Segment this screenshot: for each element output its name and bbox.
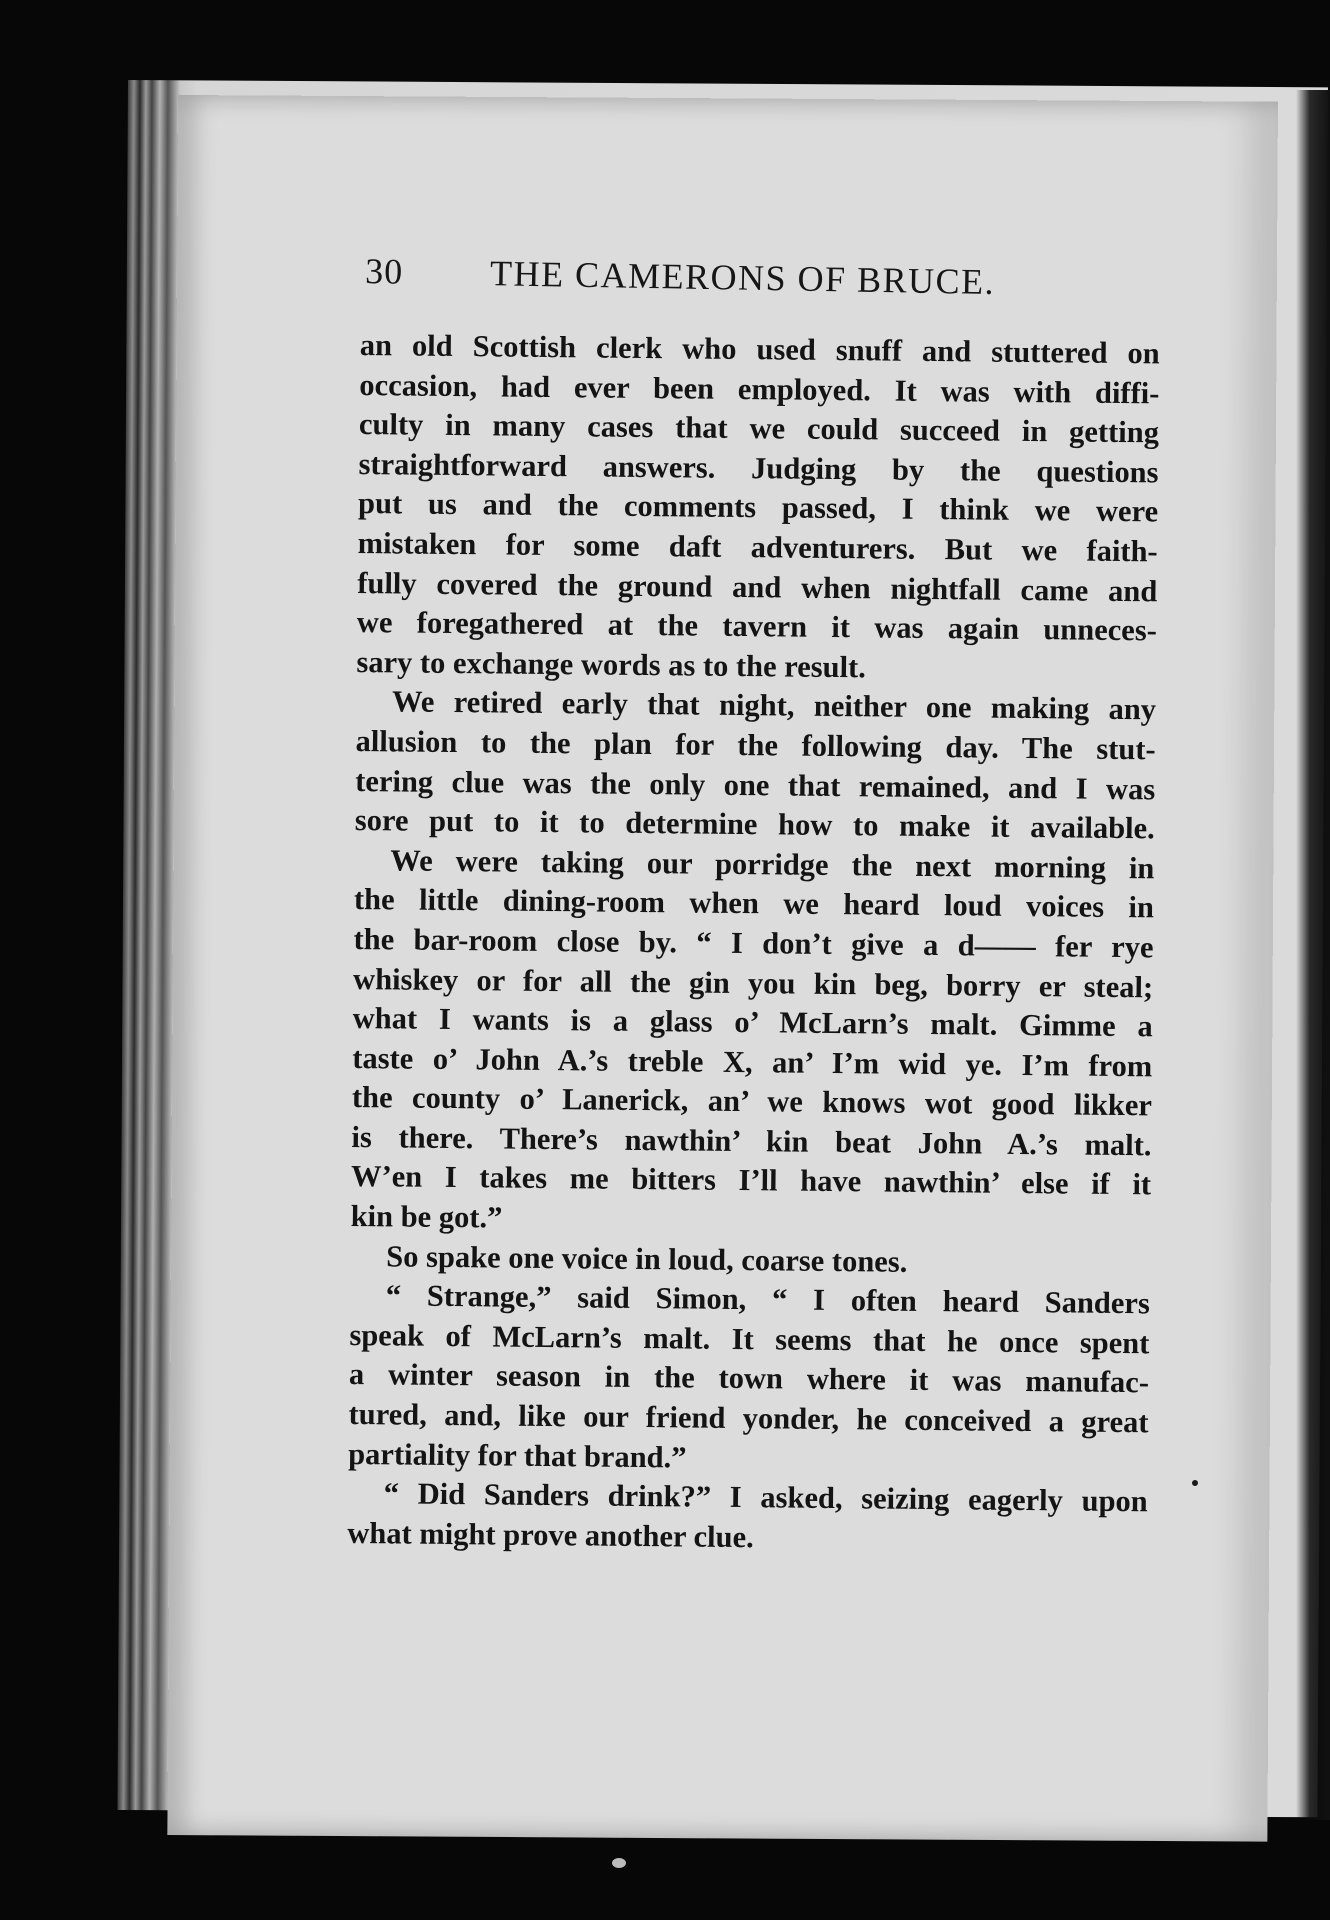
- text-line: we foregathered at the tavern it was again unneces-: [356, 605, 1158, 648]
- text-line: the little dining-room when we heard loud voices in: [353, 882, 1155, 925]
- text-line: straightforward answers. Judging by the questions: [358, 446, 1159, 490]
- text-line: sary to exchange words as to the result.: [356, 644, 867, 685]
- scan-speck: [612, 1858, 626, 1868]
- text-line: So spake one voice in loud, coarse tones.: [386, 1238, 908, 1279]
- text-line: what might prove another clue.: [347, 1515, 754, 1555]
- text-line: W’en I takes me bitters I’ll have nawthin’ else if it: [350, 1159, 1152, 1202]
- text-line: kin be got.”: [350, 1199, 503, 1235]
- text-line: mistaken for some daft adventurers. But we faith-: [357, 525, 1158, 569]
- text-line: partiality for that brand.”: [348, 1436, 687, 1475]
- text-line: taste o’ John A.’s treble X, an’ I’m wid ye. I’m from: [352, 1040, 1153, 1084]
- text-line: the county o’ Lanerick, an’ we knows wot good likker: [351, 1080, 1153, 1123]
- text-line: “ Did Sanders drink?” I asked, seizing eagerly upon: [383, 1476, 1148, 1519]
- scan-speck: [1192, 1480, 1198, 1486]
- text-line: tured, and, like our friend yonder, he conceived a great: [348, 1396, 1149, 1440]
- text-line: what I wants is a glass o’ McLarn’s malt. Gimme a: [352, 1001, 1153, 1044]
- binding-shadow: [1296, 90, 1330, 1820]
- text-line: allusion to the plan for the following day. The stut-: [355, 723, 1156, 767]
- text-line: We retired early that night, neither one making any: [391, 684, 1157, 727]
- text-line: speak of McLarn’s malt. It seems that he once spent: [349, 1317, 1150, 1361]
- text-line: “ Strange,” said Simon, “ I often heard Sanders: [385, 1278, 1150, 1321]
- text-line: the bar-room close by. “ I don’t give a d—— fer rye: [353, 921, 1154, 965]
- page-header: [364, 250, 1065, 322]
- text-line: occasion, had ever been employed. It was with diffi-: [359, 367, 1160, 410]
- page-number: 30: [364, 251, 404, 292]
- text-line: sore put to it to determine how to make it available.: [354, 803, 1155, 846]
- text-line: is there. There’s nawthin’ kin beat John A.’s malt.: [351, 1119, 1152, 1163]
- text-line: whiskey or for all the gin you kin beg, borry er steal;: [352, 961, 1154, 1004]
- text-line: fully covered the ground and when nightfall came and: [357, 565, 1158, 608]
- text-line: a winter season in the town where it was manufac-: [348, 1357, 1150, 1400]
- text-line: We were taking our porridge the next morning in: [390, 843, 1155, 886]
- running-title: THE CAMERONS OF BRUCE.: [489, 253, 996, 302]
- body-text: [347, 326, 1160, 1562]
- text-line: culty in many cases that we could succeed in getting: [358, 407, 1160, 450]
- text-line: an old Scottish clerk who used snuff and stuttered on: [359, 327, 1160, 371]
- text-line: put us and the comments passed, I think we were: [357, 486, 1159, 529]
- text-line: tering clue was the only one that remained, and I was: [355, 763, 1156, 806]
